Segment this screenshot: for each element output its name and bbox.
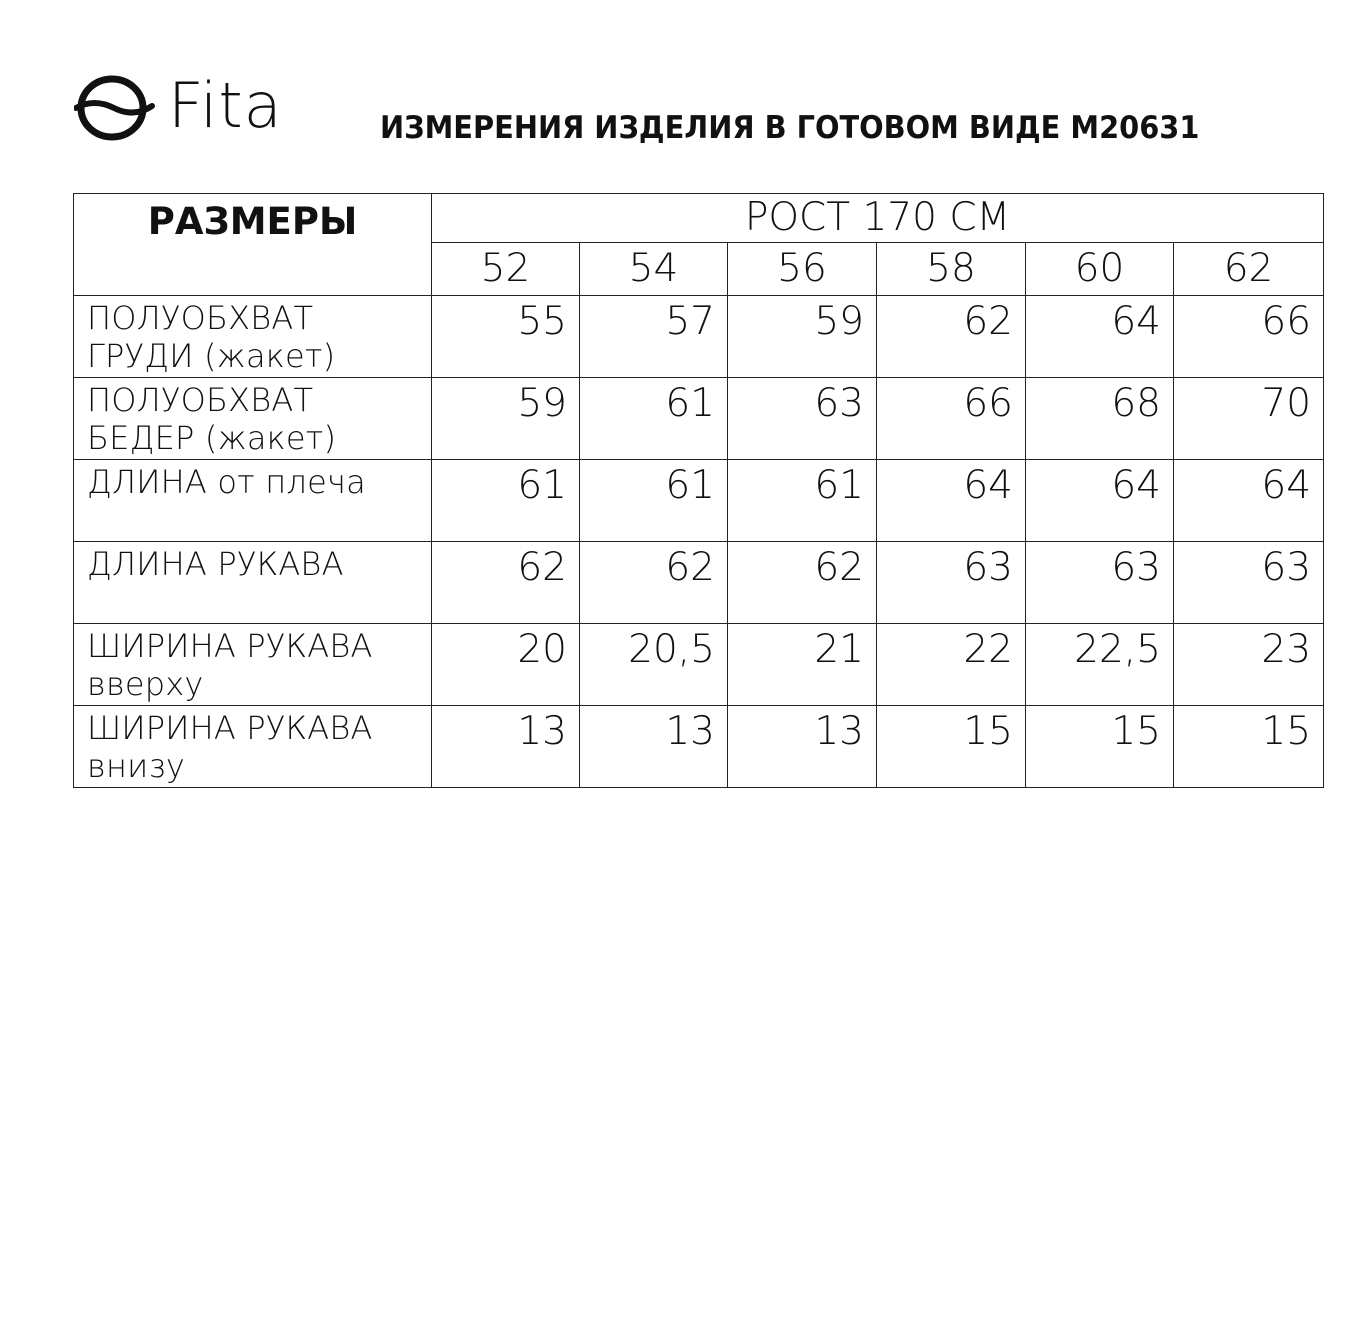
table-cell: 22,5: [1026, 624, 1174, 706]
table-cell: 62: [432, 542, 580, 624]
row-label-line: ГРУДИ (жакет): [87, 337, 336, 375]
table-row: [74, 378, 1324, 460]
table-cell: 15: [877, 706, 1026, 788]
row-label-line: ДЛИНА РУКАВА: [87, 545, 344, 583]
size-header: 56: [728, 243, 877, 296]
table-cell: 63: [1174, 542, 1324, 624]
table-row: [74, 460, 1324, 542]
row-label: [74, 296, 432, 378]
document-title: ИЗМЕРЕНИЯ ИЗДЕЛИЯ В ГОТОВОМ ВИДЕ М20631: [380, 110, 1200, 146]
growth-header: РОСТ 170 СМ: [432, 194, 1324, 243]
table-cell: 64: [877, 460, 1026, 542]
row-label: [74, 378, 432, 460]
size-header: 60: [1026, 243, 1174, 296]
header-row-growth: [74, 194, 1324, 243]
table-cell: 15: [1174, 706, 1324, 788]
fita-theta-logo-icon: [74, 72, 158, 142]
size-measurement-table: [73, 193, 1324, 788]
brand-logo: [74, 68, 304, 148]
size-header: 54: [580, 243, 728, 296]
row-label: [74, 624, 432, 706]
row-label-line: ПОЛУОБХВАТ: [87, 381, 314, 419]
table-cell: 66: [877, 378, 1026, 460]
table-cell: 64: [1026, 460, 1174, 542]
row-label-line: вверху: [87, 665, 204, 703]
row-label-line: БЕДЕР (жакет): [87, 419, 337, 457]
row-label: [74, 460, 432, 542]
table-cell: 63: [1026, 542, 1174, 624]
table-cell: 61: [728, 460, 877, 542]
table-cell: 59: [432, 378, 580, 460]
size-header: 52: [432, 243, 580, 296]
table-cell: 63: [728, 378, 877, 460]
table-cell: 62: [877, 296, 1026, 378]
row-label-line: ДЛИНА от плеча: [87, 463, 366, 501]
brand-name: Fita: [168, 69, 283, 142]
table-cell: 20: [432, 624, 580, 706]
table-cell: 61: [580, 378, 728, 460]
table-row: [74, 706, 1324, 788]
table-cell: 13: [728, 706, 877, 788]
size-header: 62: [1174, 243, 1324, 296]
table-cell: 15: [1026, 706, 1174, 788]
row-label-line: внизу: [87, 747, 185, 785]
row-label: [74, 542, 432, 624]
table-cell: 63: [877, 542, 1026, 624]
size-header: 58: [877, 243, 1026, 296]
table-cell: 55: [432, 296, 580, 378]
table-cell: 23: [1174, 624, 1324, 706]
table-cell: 64: [1174, 460, 1324, 542]
table-row: [74, 296, 1324, 378]
row-label-line: ШИРИНА РУКАВА: [87, 709, 373, 747]
table-cell: 13: [432, 706, 580, 788]
table-cell: 20,5: [580, 624, 728, 706]
table-cell: 13: [580, 706, 728, 788]
table-cell: 61: [580, 460, 728, 542]
table-cell: 21: [728, 624, 877, 706]
table-cell: 68: [1026, 378, 1174, 460]
table-row: [74, 542, 1324, 624]
table-cell: 59: [728, 296, 877, 378]
sizes-header: РАЗМЕРЫ: [74, 194, 432, 296]
table-cell: 57: [580, 296, 728, 378]
table-cell: 62: [580, 542, 728, 624]
table-cell: 62: [728, 542, 877, 624]
table-cell: 22: [877, 624, 1026, 706]
table-cell: 66: [1174, 296, 1324, 378]
table-cell: 64: [1026, 296, 1174, 378]
row-label-line: ШИРИНА РУКАВА: [87, 627, 373, 665]
row-label-line: ПОЛУОБХВАТ: [87, 299, 314, 337]
table-row: [74, 624, 1324, 706]
row-label: [74, 706, 432, 788]
table-cell: 70: [1174, 378, 1324, 460]
table-cell: 61: [432, 460, 580, 542]
